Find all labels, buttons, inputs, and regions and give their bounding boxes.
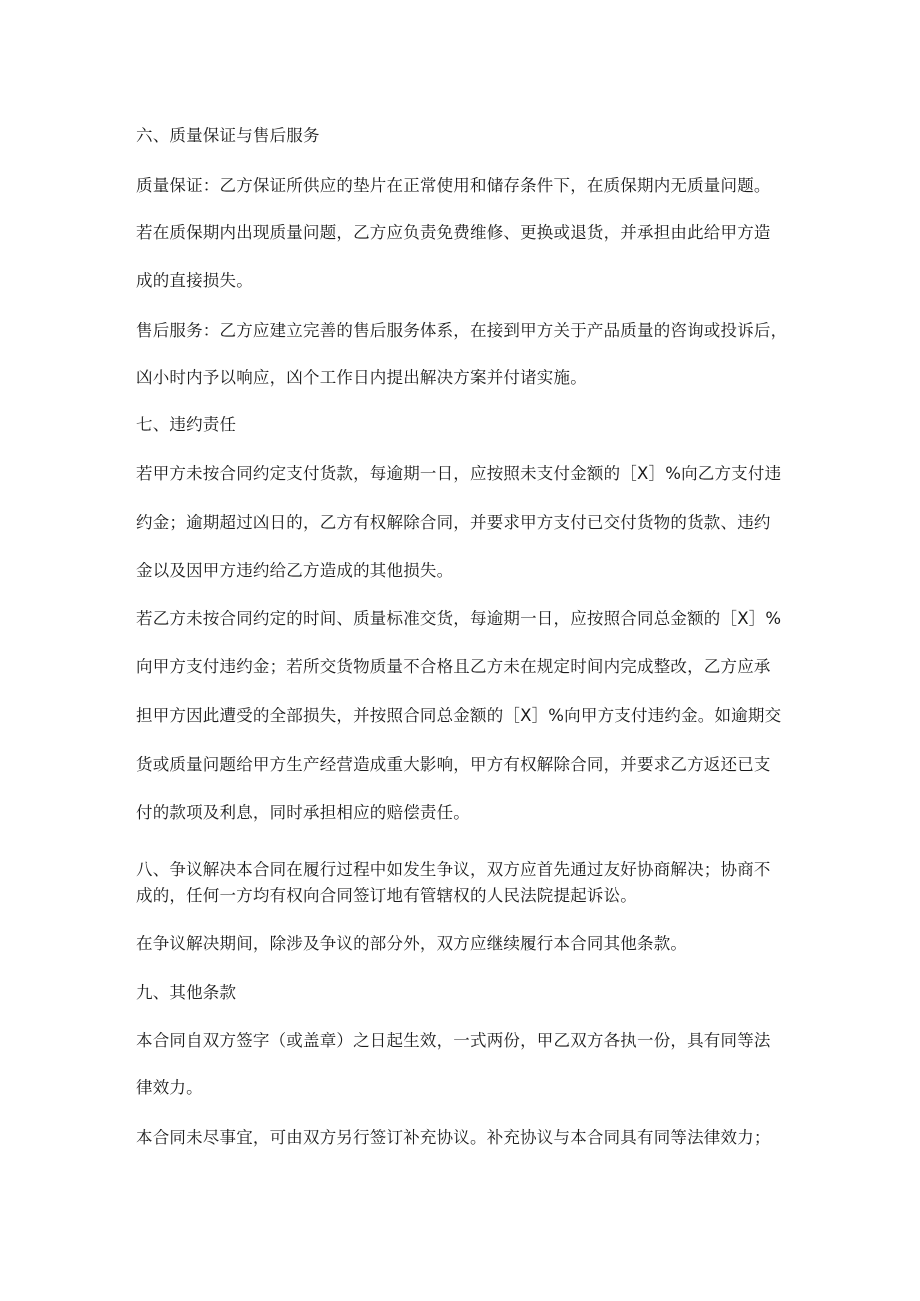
paragraph-line: 向甲方支付违约金；若所交货物质量不合格且乙方未在规定时间内完成整改，乙方应承 bbox=[136, 657, 771, 676]
paragraph-line: 若乙方未按合同约定的时间、质量标准交货，每逾期一日，应按照合同总金额的［X］% bbox=[136, 609, 782, 628]
paragraph-line: 本合同未尽事宜，可由双方另行签订补充协议。补充协议与本合同具有同等法律效力； bbox=[136, 1128, 771, 1147]
paragraph-line: 担甲方因此遭受的全部损失，并按照合同总金额的［X］%向甲方支付违约金。如逾期交 bbox=[136, 706, 782, 725]
paragraph-line: 约金；逾期超过凶日的，乙方有权解除合同，并要求甲方支付已交付货物的货款、违约 bbox=[136, 513, 771, 532]
section-heading-8: 八、争议解决本合同在履行过程中如发生争议，双方应首先通过友好协商解决；协商不 bbox=[136, 860, 771, 879]
paragraph-line: 售后服务：乙方应建立完善的售后服务体系，在接到甲方关于产品质量的咨询或投诉后， bbox=[136, 321, 788, 340]
paragraph-line: 质量保证：乙方保证所供应的垫片在正常使用和储存条件下，在质保期内无质量问题。 bbox=[136, 176, 771, 195]
paragraph-line: 凶小时内予以响应，凶个工作日内提出解决方案并付诸实施。 bbox=[136, 368, 587, 387]
paragraph-line: 货或质量问题给甲方生产经营造成重大影响，甲方有权解除合同，并要求乙方返还已支 bbox=[136, 755, 771, 774]
paragraph-line: 本合同自双方签字（或盖章）之日起生效，一式两份，甲乙双方各执一份，具有同等法 bbox=[136, 1031, 771, 1050]
paragraph-line: 在争议解决期间，除涉及争议的部分外，双方应继续履行本合同其他条款。 bbox=[136, 934, 688, 953]
paragraph-line: 金以及因甲方违约给乙方造成的其他损失。 bbox=[136, 561, 454, 580]
paragraph-line: 若甲方未按合同约定支付货款，每逾期一日，应按照未支付金额的［X］%向乙方支付违 bbox=[136, 464, 782, 483]
section-heading-9: 九、其他条款 bbox=[136, 983, 237, 1002]
section-heading-7: 七、违约责任 bbox=[136, 415, 237, 434]
paragraph-line: 成的直接损失。 bbox=[136, 271, 253, 290]
paragraph-line: 若在质保期内出现质量问题，乙方应负责免费维修、更换或退货，并承担由此给甲方造 bbox=[136, 223, 771, 242]
paragraph-line: 成的，任何一方均有权向合同签订地有管辖权的人民法院提起诉讼。 bbox=[136, 886, 637, 905]
section-heading-6: 六、质量保证与售后服务 bbox=[136, 126, 320, 145]
paragraph-line: 律效力。 bbox=[136, 1078, 203, 1097]
paragraph-line: 付的款项及利息，同时承担相应的赔偿责任。 bbox=[136, 803, 470, 822]
